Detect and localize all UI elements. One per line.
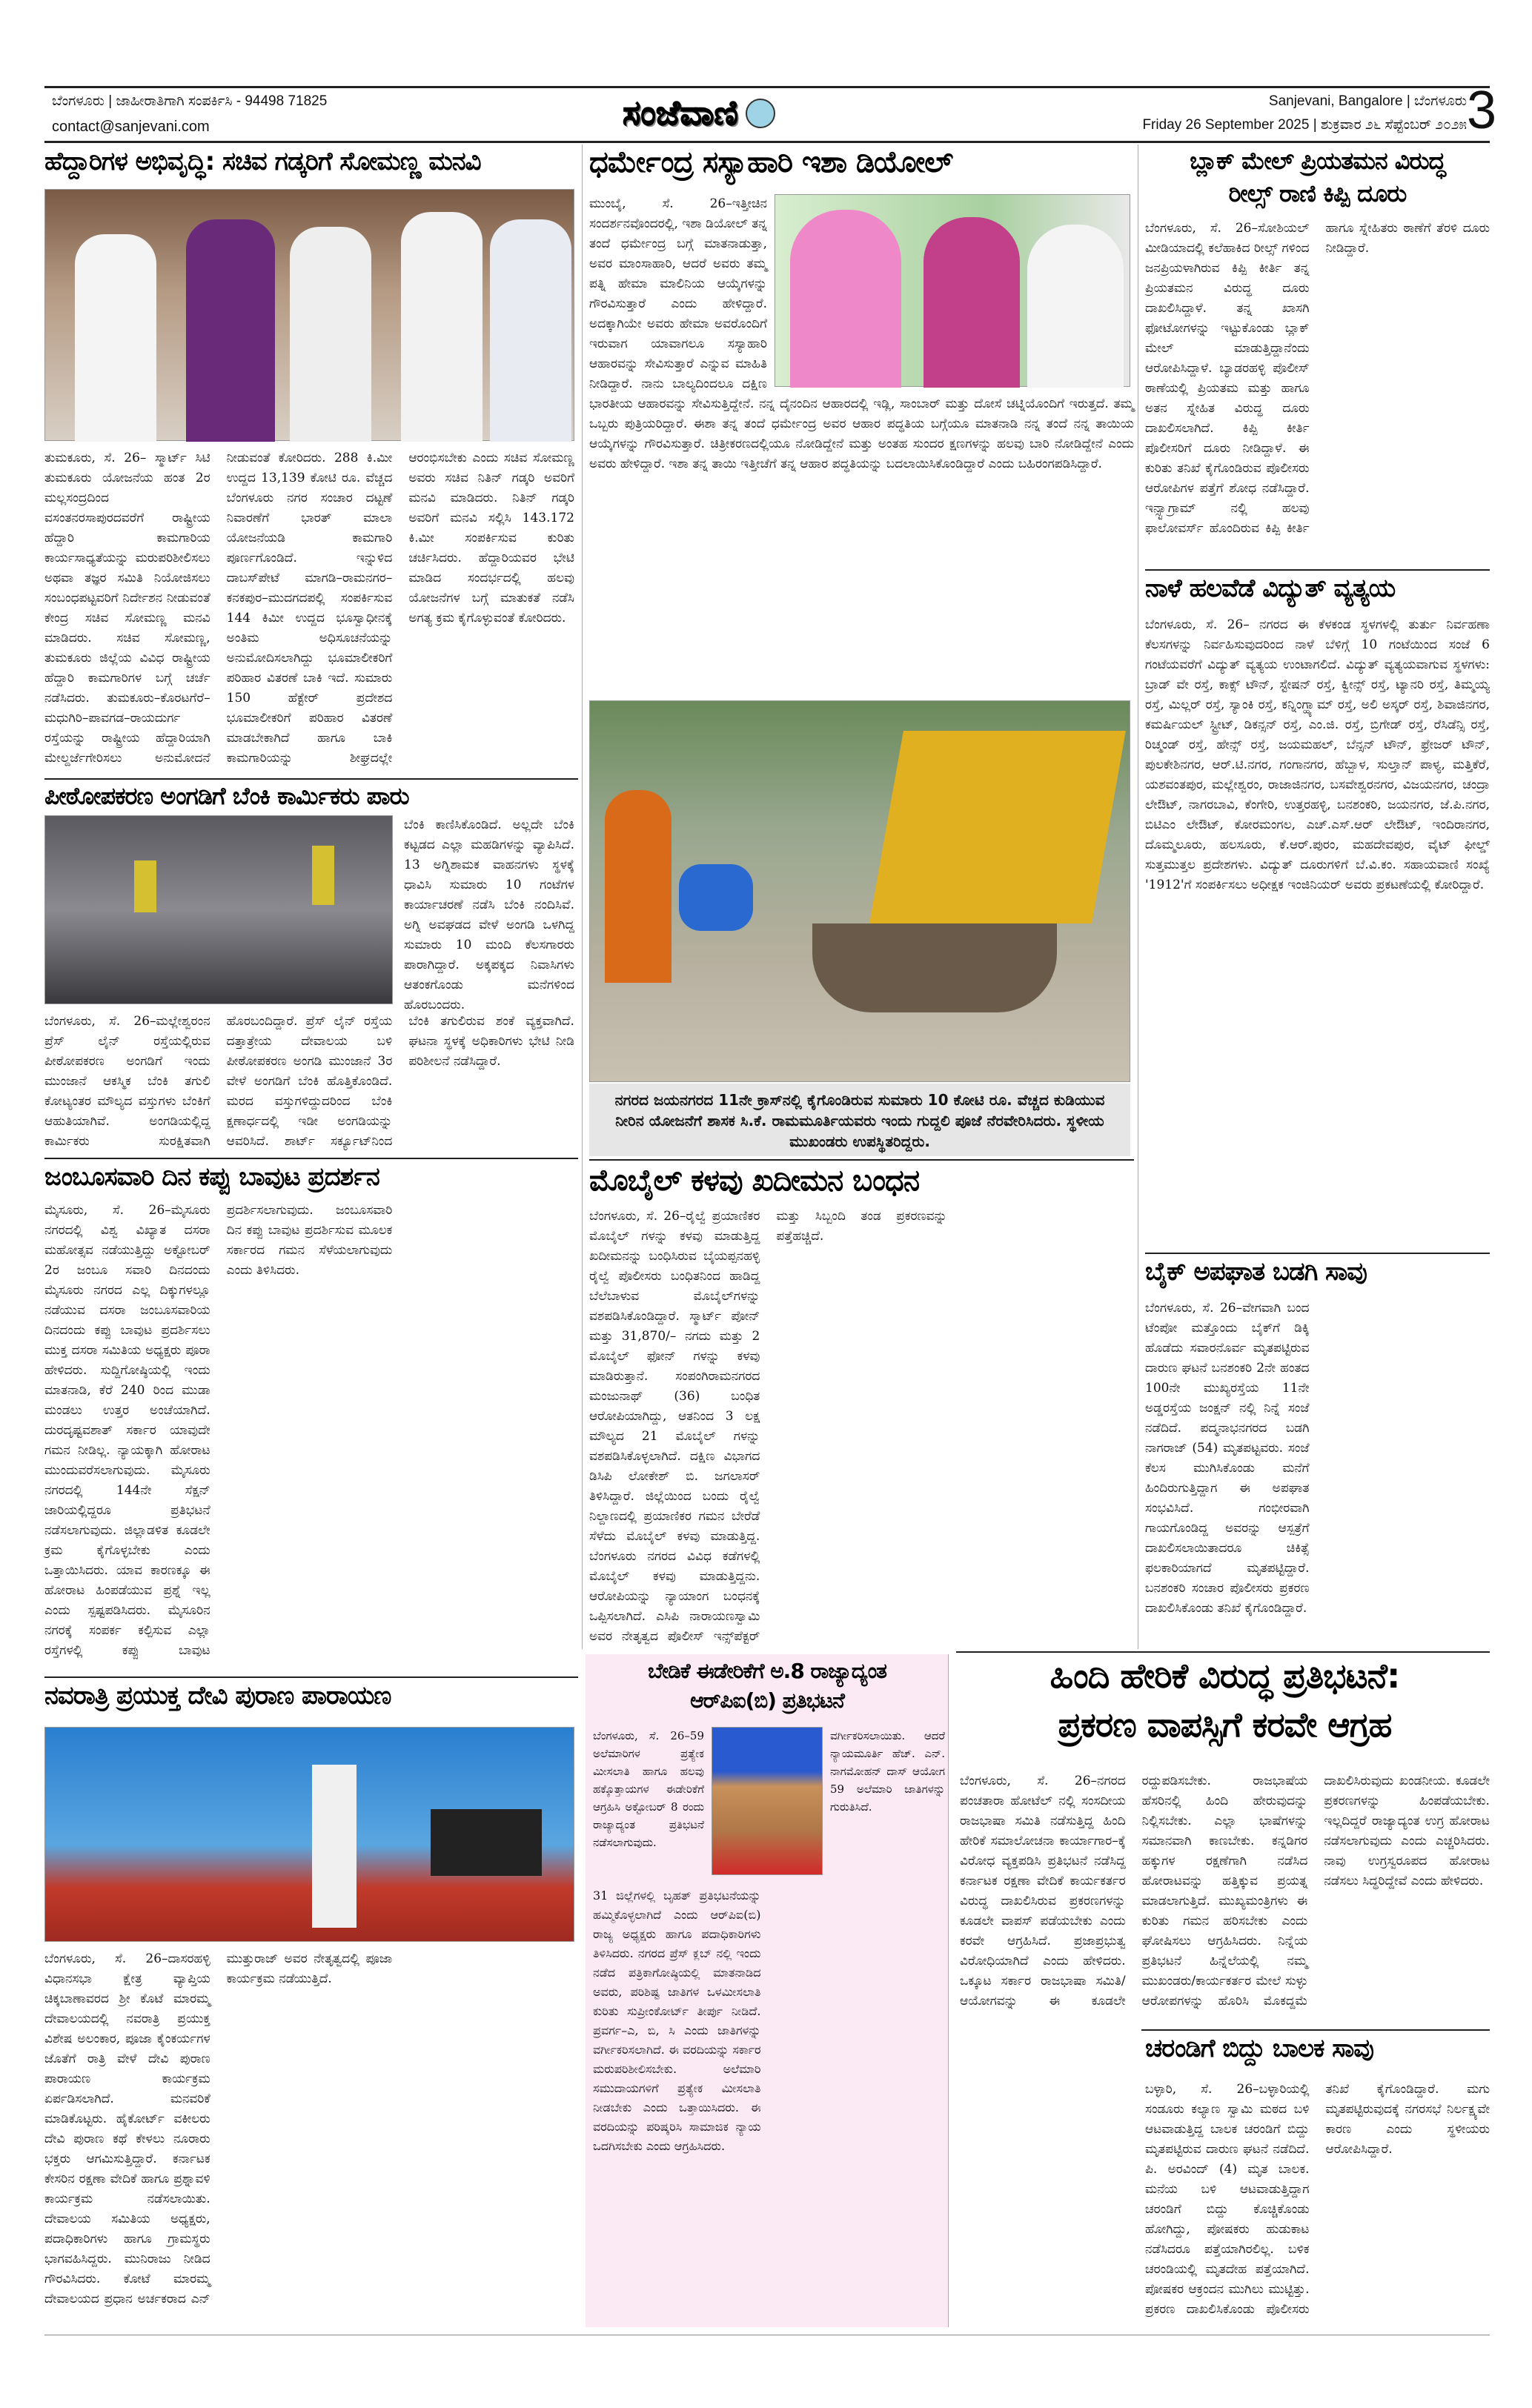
article-body-dharmendra: ಮುಂಬೈ, ಸೆ. 26–ಇತ್ತೀಚಿನ ಸಂದರ್ಶನವೊಂದರಲ್ಲಿ, ಇಶಾ ಡಿಯೋಲ್ ತನ್ನ ತಂದೆ ಧರ್ಮೇಂದ್ರ ಬಗ್ಗೆ ಮಾತನಾಡುತ್ತಾ, ಅವರ ಮಾಂಸಾಹಾರಿ, ಆದರೆ ಅವರು ತಮ್ಮ ಪತ್ನಿ ಹೇಮಾ ಮಾಲಿನಿಯ ಆಯ್ಕೆಗಳನ್ನು ಗೌರವಿಸುತ್ತಾರೆ ಎಂದು ಹೇಳಿದ್ದಾರೆ. ಅದಕ್ಕಾಗಿಯೇ ಅವರು ಹೇಮಾ ಅವರೊಂದಿಗೆ ಇರುವಾಗ ಯಾವಾಗಲೂ ಸಸ್ಯಾಹಾರಿ ಆಹಾರವನ್ನು ಸೇವಿಸುತ್ತಾರೆ ಎನ್ನುವ ಮಾಹಿತಿ ನೀಡಿದ್ದಾರೆ. ನಾನು ಬಾಲ್ಯದಿಂದಲೂ ದಕ್ಷಿಣ ಭಾರತೀಯ ಆಹಾರವನ್ನು ಸೇವಿಸುತ್ತಿದ್ದೇನೆ. ನನ್ನ ದೈನಂದಿನ ಆಹಾರದಲ್ಲಿ ಇಡ್ಲಿ, ಸಾಂಬಾರ್ ಮತ್ತು ದೋಸೆ ಚಟ್ನಿಯೊಂದಿಗೆ ಇರುತ್ತದೆ. ತಮ್ಮ ಒಬ್ಬರು ಪುತ್ರಿಯರಿದ್ದಾರೆ. ಈಶಾ ತನ್ನ ತಂದೆ ಧರ್ಮೇಂದ್ರ ಅವರ ಆಹಾರ ಪದ್ಧತಿಯ ಬಗ್ಗೆಯೂ ಮಾತನಾಡಿ ನನ್ನ ತಂದೆ ನನ್ನ ತಾಯಿಯ ಆಯ್ಕೆಗಳನ್ನು ಗೌರವಿಸುತ್ತಾರೆ. ಚಿತ್ರೀಕರಣದಲ್ಲಿಯೂ ನೋಡಿದ್ದೇನೆ ಮತ್ತು ಅಂತಹ ಸುಂದರ ಕ್ಷಣಗಳನ್ನು ಹಲವು ಬಾರಿ ನೋಡಿದ್ದೇನೆ ಎಂದು ಅವರು ಹೇಳಿದ್ದಾರೆ. ಇಶಾ ತನ್ನ ತಾಯಿ ಇತ್ತೀಚೆಗೆ ತನ್ನ ಆಹಾರ ಪದ್ಧತಿಯನ್ನು ಬದಲಾಯಿಸಿಕೊಂಡಿದ್ದಾರೆ ಎಂದು ಬಹಿರಂಗಪಡಿಸಿದ್ದಾರೆ. xyxy=(589,196,1134,471)
photo-fire-scene xyxy=(44,815,393,1004)
headline-drain-death: ಚರಂಡಿಗೆ ಬಿದ್ದು ಬಾಲಕ ಸಾವು xyxy=(1145,2034,1373,2063)
headline-dharmendra: ಧರ್ಮೇಂದ್ರ ಸಸ್ಯಾಹಾರಿ ಇಶಾ ಡಿಯೋಲ್ xyxy=(589,145,953,179)
photo-highways-meeting xyxy=(44,189,574,441)
newspaper-logo xyxy=(623,87,775,139)
photo-caption-water-project: ನಗರದ ಜಯನಗರದ 11ನೇ ಕ್ರಾಸ್‌ನಲ್ಲಿ ಕೈಗೊಂಡಿರುವ ಸುಮಾರು 10 ಕೋಟಿ ರೂ. ವೆಚ್ಚದ ಕುಡಿಯುವ ನೀರಿನ ಯೋಜನೆಗೆ ಶಾಸಕ ಸಿ.ಕೆ. ರಾಮಮೂರ್ತಿಯವರು ಇಂದು ಗುದ್ದಲಿ ಪೂಜೆ ನೆರವೇರಿಸಿದರು. ಸ್ಥಳೀಯ ಮುಖಂಡರು ಉಪಸ್ಥಿತರಿದ್ದರು. xyxy=(589,1084,1130,1156)
headline-blackmail-line1: ಬ್ಲಾಕ್ ಮೇಲ್ ಪ್ರಿಯತಮನ ವಿರುದ್ಧ xyxy=(1190,147,1445,175)
headline-hindi-line1: ಹಿಂದಿ ಹೇರಿಕೆ ವಿರುದ್ಧ ಪ್ರತಿಭಟನೆ: xyxy=(1049,1656,1400,1696)
article-body-blackmail: ಬೆಂಗಳೂರು, ಸೆ. 26–ಸೋಶಿಯಲ್ ಮೀಡಿಯಾದಲ್ಲಿ ಕಲೆಹಾಕಿದ ರೀಲ್ಸ್ ಗಳಿಂದ ಜನಪ್ರಿಯಳಾಗಿರುವ ಕಿಪ್ಪಿ ಕೀರ್ತಿ ತನ್ನ ಪ್ರಿಯತಮನ ವಿರುದ್ಧ ದೂರು ದಾಖಲಿಸಿದ್ದಾಳೆ. ತನ್ನ ಖಾಸಗಿ ಫೋಟೋಗಳನ್ನು ಇಟ್ಟುಕೊಂಡು ಬ್ಲಾಕ್ ಮೇಲ್ ಮಾಡುತ್ತಿದ್ದಾನೆಂದು ಆರೋಪಿಸಿದ್ದಾಳೆ. ಬ್ಯಾಡರಹಳ್ಳಿ ಪೊಲೀಸ್ ಠಾಣೆಯಲ್ಲಿ ಪ್ರಿಯತಮ ಮತ್ತು ಹಾಗೂ ಅತನ ಸ್ನೇಹಿತ ವಿರುದ್ಧ ದೂರು ದಾಖಲಿಸಲಾಗಿದೆ. ಕಿಪ್ಪಿ ಕೀರ್ತಿ ಪೊಲೀಸರಿಗೆ ದೂರು ನೀಡಿದ್ದಾಳೆ. ಈ ಕುರಿತು ತನಿಖೆ ಕೈಗೊಂಡಿರುವ ಪೊಲೀಸರು ಆರೋಪಿಗಳ ಪತ್ತೆಗೆ ಶೋಧ ನಡೆಸಿದ್ದಾರೆ. ಇನ್ಸ್ಟಾಗ್ರಾಮ್ ನಲ್ಲಿ ಹಲವು ಫಾಲೋವರ್ಸ್ ಹೊಂದಿರುವ ಕಿಪ್ಪಿ ಕೀರ್ತಿ ಹಾಗೂ ಸ್ನೇಹಿತರು ಠಾಣೆಗೆ ತೆರಳಿ ದೂರು ನೀಡಿದ್ದಾರೆ. xyxy=(1145,221,1490,536)
article-side-rpi: ವರ್ಗೀಕರಿಸಲಾಯಿತು. ಆದರೆ ನ್ಯಾಯಮೂರ್ತಿ ಹೆಚ್. ಎನ್. ನಾಗಮೋಹನ್ ದಾಸ್ ಆಯೋಗ 59 ಅಲೆಮಾರಿ ಜಾತಿಗಳನ್ನು ಗುರುತಿಸಿದೆ. xyxy=(830,1729,945,1814)
article-body-power-cut: ಬೆಂಗಳೂರು, ಸೆ. 26– ನಗರದ ಈ ಕೆಳಕಂಡ ಸ್ಥಳಗಳಲ್ಲಿ ತುರ್ತು ನಿರ್ವಹಣಾ ಕೆಲಸಗಳನ್ನು ನಿರ್ವಹಿಸುವುದರಿಂದ ನಾಳೆ ಬೆಳಿಗ್ಗೆ 10 ಗಂಟೆಯಿಂದ ಸಂಜೆ 6 ಗಂಟೆಯವರೆಗೆ ವಿದ್ಯುತ್ ವ್ಯತ್ಯಯ ಉಂಟಾಗಲಿದೆ. ವಿದ್ಯುತ್ ವ್ಯತ್ಯಯವಾಗುವ ಸ್ಥಳಗಳು: ಬ್ರಾಡ್ ವೇ ರಸ್ತೆ, ಕಾಕ್ಸ್ ಟೌನ್, ಸ್ಟೇಷನ್ ರಸ್ತೆ, ಕ್ವೀನ್ಸ್ ರಸ್ತೆ, ಟ್ಯಾನರಿ ರಸ್ತೆ, ತಿಮ್ಮಯ್ಯ ರಸ್ತೆ, ಮಿಲ್ಲರ್ ರಸ್ತೆ, ಸ್ಯಾಂಕಿ ರಸ್ತೆ, ಕನ್ನಿಂಗ್ಹ್ಯಾಮ್ ರಸ್ತೆ, ಅಲಿ ಅಸ್ಕರ್ ರಸ್ತೆ, ಶಿವಾಜಿನಗರ, ಕಮರ್ಷಿಯಲ್ ಸ್ಟ್ರೀಟ್, ಡಿಕನ್ಸನ್ ರಸ್ತೆ, ಎಂ.ಜಿ. ರಸ್ತೆ, ಬ್ರಿಗೇಡ್ ರಸ್ತೆ, ರೆಸಿಡೆನ್ಸಿ ರಸ್ತೆ, ರಿಚ್ಮಂಡ್ ರಸ್ತೆ, ಹೇನ್ಸ್ ರಸ್ತೆ, ಜಯಮಹಲ್, ಬೆನ್ಸನ್ ಟೌನ್, ಫ್ರೇಜರ್ ಟೌನ್, ಪುಲಕೇಶಿನಗರ, ಆರ್.ಟಿ.ನಗರ, ಗಂಗಾನಗರ, ಹೆಬ್ಬಾಳ, ಸುಲ್ತಾನ್ ಪಾಳ್ಯ, ಮತ್ತಿಕೆರೆ, ಯಶವಂತಪುರ, ಮಲ್ಲೇಶ್ವರಂ, ರಾಜಾಜಿನಗರ, ಬಸವೇಶ್ವರನಗರ, ವಿಜಯನಗರ, ಚಂದ್ರಾ ಲೇಔಟ್, ನಾಗರಬಾವಿ, ಕೆಂಗೇರಿ, ಉತ್ತರಹಳ್ಳಿ, ಬನಶಂಕರಿ, ಜಯನಗರ, ಜೆ.ಪಿ.ನಗರ, ಬಿಟಿಎಂ ಲೇಔಟ್, ಕೋರಮಂಗಲ, ಎಚ್.ಎಸ್.ಆರ್ ಲೇಔಟ್, ಇಂದಿರಾನಗರ, ದೊಮ್ಮಲೂರು, ಹಲಸೂರು, ಕೆ.ಆರ್.ಪುರಂ, ಮಹದೇವಪುರ, ವೈಟ್ ಫೀಲ್ಡ್ ಸುತ್ತಮುತ್ತಲ ಪ್ರದೇಶಗಳು. ವಿದ್ಯುತ್ ದೂರುಗಳಿಗೆ ಬೆ.ವಿ.ಕಂ. ಸಹಾಯವಾಣಿ ಸಂಖ್ಯೆ '1912'ಗೆ ಸಂಪರ್ಕಿಸಲು ಅಧೀಕ್ಷಕ ಇಂಜಿನಿಯರ್ ಅವರು ಪ್ರಕಟಣೆಯಲ್ಲಿ ಕೋರಿದ್ದಾರೆ. xyxy=(1145,617,1490,892)
article-side-fire: ಬೆಂಕಿ ಕಾಣಿಸಿಕೊಂಡಿದೆ. ಅಲ್ಲದೇ ಬೆಂಕಿ ಕಟ್ಟಡದ ಎಲ್ಲಾ ಮಹಡಿಗಳನ್ನು ವ್ಯಾಪಿಸಿದೆ. 13 ಅಗ್ನಿಶಾಮಕ ವಾಹನಗಳು ಸ್ಥಳಕ್ಕೆ ಧಾವಿಸಿ ಸುಮಾರು 10 ಗಂಟೆಗಳ ಕಾರ್ಯಾಚರಣೆ ನಡೆಸಿ ಬೆಂಕಿ ನಂದಿಸಿವೆ. ಅಗ್ನಿ ಅವಘಡದ ವೇಳೆ ಅಂಗಡಿ ಒಳಗಿದ್ದ ಸುಮಾರು 10 ಮಂದಿ ಕೆಲಸಗಾರರು ಪಾರಾಗಿದ್ದಾರೆ. ಅಕ್ಕಪಕ್ಕದ ನಿವಾಸಿಗಳು ಆತಂಕಗೊಂಡು ಮನೆಗಳಿಂದ ಹೊರಬಂದರು. xyxy=(404,817,574,1012)
headline-mobile-theft: ಮೊಬೈಲ್ ಕಳವು ಖದೀಮನ ಬಂಧನ xyxy=(589,1164,920,1198)
masthead-edition: Sanjevani, Bangalore | ಬೆಂಗಳೂರು xyxy=(1268,93,1467,109)
article-body-mobile-theft: ಬೆಂಗಳೂರು, ಸೆ. 26–ರೈಲ್ವೆ ಪ್ರಯಾಣಿಕರ ಮೊಬೈಲ್ ಗಳನ್ನು ಕಳವು ಮಾಡುತ್ತಿದ್ದ ಖದೀಮನನ್ನು ಬಂಧಿಸಿರುವ ಬೈಯಪ್ಪನಹಳ್ಳಿ ರೈಲ್ವೆ ಪೊಲೀಸರು ಬಂಧಿತನಿಂದ ಹಾಡಿದ್ದ ಬೆಲೆಬಾಳುವ ಮೊಬೈಲ್‌ಗಳನ್ನು ವಶಪಡಿಸಿಕೊಂಡಿದ್ದಾರೆ. ಸ್ಮಾರ್ಟ್ ಪೋನ್ ಮತ್ತು 31,870/– ನಗದು ಮತ್ತು 2 ಮೊಬೈಲ್ ಫೋನ್ ಗಳನ್ನು ಕಳವು ಮಾಡಿರುತ್ತಾನೆ. ಸಂಪಂಗಿರಾಮನಗರದ ಮಂಜುನಾಥ್ (36) ಬಂಧಿತ ಆರೋಪಿಯಾಗಿದ್ದು, ಆತನಿಂದ 3 ಲಕ್ಷ ಮೌಲ್ಯದ 21 ಮೊಬೈಲ್ ಗಳನ್ನು ವಶಪಡಿಸಿಕೊಳ್ಳಲಾಗಿದೆ. ದಕ್ಷಿಣ ವಿಭಾಗದ ಡಿಸಿಪಿ ಲೋಕೇಶ್ ಬಿ. ಜಗಲಾಸರ್ ತಿಳಿಸಿದ್ದಾರೆ. ಜಿಲ್ಲೆಯಿಂದ ಬಂದು ರೈಲ್ವೆ ನಿಲ್ದಾಣದಲ್ಲಿ ಪ್ರಯಾಣಿಕರ ಗಮನ ಬೇರೆಡೆ ಸೆಳೆದು ಮೊಬೈಲ್ ಕಳವು ಮಾಡುತ್ತಿದ್ದ. ಬೆಂಗಳೂರು ನಗರದ ವಿವಿಧ ಕಡೆಗಳಲ್ಲಿ ಮೊಬೈಲ್ ಕಳವು ಮಾಡುತ್ತಿದ್ದನು. ಆರೋಪಿಯನ್ನು ನ್ಯಾಯಾಂಗ ಬಂಧನಕ್ಕೆ ಒಪ್ಪಿಸಲಾಗಿದೆ. ಎಸಿಪಿ ನಾರಾಯಣಸ್ವಾಮಿ ಅವರ ನೇತೃತ್ವದ ಪೊಲೀಸ್ ಇನ್ಸ್‌ಪೆಕ್ಟರ್ ಮತ್ತು ಸಿಬ್ಬಂದಿ ತಂಡ ಪ್ರಕರಣವನ್ನು ಪತ್ತೆಹಚ್ಚಿದೆ. xyxy=(589,1209,947,1644)
article-body-rpi: 31 ಜಿಲ್ಲೆಗಳಲ್ಲಿ ಬೃಹತ್ ಪ್ರತಿಭಟನೆಯನ್ನು ಹಮ್ಮಿಕೊಳ್ಳಲಾಗಿದೆ ಎಂದು ಆರ್‌ಪಿಐ(ಬಿ) ರಾಜ್ಯ ಅಧ್ಯಕ್ಷರು ಹಾಗೂ ಪದಾಧಿಕಾರಿಗಳು ತಿಳಿಸಿದರು. ನಗರದ ಪ್ರೆಸ್ ಕ್ಲಬ್ ನಲ್ಲಿ ಇಂದು ನಡೆದ ಪತ್ರಿಕಾಗೋಷ್ಠಿಯಲ್ಲಿ ಮಾತನಾಡಿದ ಅವರು, ಪರಿಶಿಷ್ಟ ಜಾತಿಗಳ ಒಳಮೀಸಲಾತಿ ಕುರಿತು ಸುಪ್ರೀಂಕೋರ್ಟ್ ತೀರ್ಪು ನೀಡಿದೆ. ಪ್ರವರ್ಗ–ಎ, ಬಿ, ಸಿ ಎಂದು ಜಾತಿಗಳನ್ನು ವರ್ಗೀಕರಿಸಲಾಗಿದೆ. ಈ ವರದಿಯನ್ನು ಸರ್ಕಾರ ಮರುಪರಿಶೀಲಿಸಬೇಕು. ಅಲೆಮಾರಿ ಸಮುದಾಯಗಳಿಗೆ ಪ್ರತ್ಯೇಕ ಮೀಸಲಾತಿ ನೀಡಬೇಕು ಎಂದು ಒತ್ತಾಯಿಸಿದರು. ಈ ವರದಿಯನ್ನು ಪರಿಷ್ಕರಿಸಿ ಸಾಮಾಜಿಕ ನ್ಯಾಯ ಒದಗಿಸಬೇಕು ಎಂದು ಆಗ್ರಹಿಸಿದರು. xyxy=(593,1888,761,2153)
article-body-drain-death: ಬಳ್ಳಾರಿ, ಸೆ. 26–ಬಳ್ಳಾರಿಯಲ್ಲಿ ಸಂಡೂರು ಕಲ್ಯಾಣ ಸ್ವಾಮಿ ಮಠದ ಬಳಿ ಆಟವಾಡುತ್ತಿದ್ದ ಬಾಲಕ ಚರಂಡಿಗೆ ಬಿದ್ದು ಮೃತಪಟ್ಟಿರುವ ದಾರುಣ ಘಟನೆ ನಡೆದಿದೆ. ಪಿ. ಅರವಿಂದ್ (4) ಮೃತ ಬಾಲಕ. ಮನೆಯ ಬಳಿ ಆಟವಾಡುತ್ತಿದ್ದಾಗ ಚರಂಡಿಗೆ ಬಿದ್ದು ಕೊಚ್ಚಿಕೊಂಡು ಹೋಗಿದ್ದು, ಪೋಷಕರು ಹುಡುಕಾಟ ನಡೆಸಿದರೂ ಪತ್ತೆಯಾಗಿರಲಿಲ್ಲ. ಬಳಿಕ ಚರಂಡಿಯಲ್ಲಿ ಮೃತದೇಹ ಪತ್ತೆಯಾಗಿದೆ. ಪೋಷಕರ ಆಕ್ರಂದನ ಮುಗಿಲು ಮುಟ್ಟಿತ್ತು. ಪ್ರಕರಣ ದಾಖಲಿಸಿಕೊಂಡು ಪೊಲೀಸರು ತನಿಖೆ ಕೈಗೊಂಡಿದ್ದಾರೆ. ಮಗು ಮೃತಪಟ್ಟಿರುವುದಕ್ಕೆ ನಗರಸಭೆ ನಿರ್ಲಕ್ಷ್ಯವೇ ಕಾರಣ ಎಂದು ಸ್ಥಳೀಯರು ಆರೋಪಿಸಿದ್ದಾರೆ. xyxy=(1145,2082,1490,2317)
article-body-highways: ತುಮಕೂರು, ಸೆ. 26– ಸ್ಮಾರ್ಟ್ ಸಿಟಿ ತುಮಕೂರು ಯೋಜನೆಯ ಹಂತ 2ರ ಮಲ್ಲಸಂದ್ರದಿಂದ ವಸಂತನರಸಾಪುರದವರೆಗೆ ರಾಷ್ಟ್ರೀಯ ಹೆದ್ದಾರಿ ಕಾಮಗಾರಿಯ ಕಾರ್ಯಸಾಧ್ಯತೆಯನ್ನು ಮರುಪರಿಶೀಲಿಸಲು ಅಥವಾ ತಜ್ಞರ ಸಮಿತಿ ನಿಯೋಜಿಸಲು ಸಂಬಂಧಪಟ್ಟವರಿಗೆ ನಿರ್ದೇಶನ ನೀಡುವಂತೆ ಕೇಂದ್ರ ಸಚಿವ ಸೋಮಣ್ಣ ಮನವಿ ಮಾಡಿದರು. ಸಚಿವ ಸೋಮಣ್ಣ, ತುಮಕೂರು ಜಿಲ್ಲೆಯ ವಿವಿಧ ರಾಷ್ಟ್ರೀಯ ಹೆದ್ದಾರಿ ಕಾಮಗಾರಿಗಳ ಬಗ್ಗೆ ಚರ್ಚೆ ನಡೆಸಿದರು. ತುಮಕೂರು–ಕೊರಟಗೆರೆ–ಮಧುಗಿರಿ–ಪಾವಗಡ–ರಾಯದುರ್ಗ ರಸ್ತೆಯನ್ನು ರಾಷ್ಟ್ರೀಯ ಹೆದ್ದಾರಿಯಾಗಿ ಮೇಲ್ದರ್ಜೆಗೇರಿಸಲು ಅನುಮೋದನೆ ನೀಡುವಂತೆ ಕೋರಿದರು. 288 ಕಿ.ಮೀ ಉದ್ದದ 13,139 ಕೋಟಿ ರೂ. ವೆಚ್ಚದ ಬೆಂಗಳೂರು ನಗರ ಸಂಚಾರ ದಟ್ಟಣೆ ನಿವಾರಣೆಗೆ ಭಾರತ್ ಮಾಲಾ ಯೋಜನೆಯಡಿ ಕಾಮಗಾರಿ ಪೂರ್ಣಗೊಂಡಿದೆ. ಇನ್ನುಳಿದ ದಾಬಸ್‌ಪೇಟೆ ಮಾಗಡಿ–ರಾಮನಗರ–ಕನಕಪುರ–ಮುದಗದಪಲ್ಲಿ ಸಂಪರ್ಕಿಸುವ 144 ಕಿಮೀ ಉದ್ದದ ಭೂಸ್ವಾಧೀನಕ್ಕೆ ಅಂತಿಮ ಅಧಿಸೂಚನೆಯನ್ನು ಅನುಮೋದಿಸಲಾಗಿದ್ದು ಭೂಮಾಲೀಕರಿಗೆ ಪರಿಹಾರ ವಿತರಣೆ ಬಾಕಿ ಇದೆ. ಸುಮಾರು 150 ಹೆಕ್ಟೇರ್ ಪ್ರದೇಶದ ಭೂಮಾಲೀಕರಿಗೆ ಪರಿಹಾರ ವಿತರಣೆ ಮಾಡಬೇಕಾಗಿದೆ ಹಾಗೂ ಬಾಕಿ ಕಾಮಗಾರಿಯನ್ನು ಶೀಘ್ರದಲ್ಲೇ ಆರಂಭಿಸಬೇಕು ಎಂದು ಸಚಿವ ಸೋಮಣ್ಣ ಅವರು ಸಚಿವ ನಿತಿನ್ ಗಡ್ಕರಿ ಅವರಿಗೆ ಮನವಿ ಮಾಡಿದರು. ನಿತಿನ್ ಗಡ್ಕರಿ ಅವರಿಗೆ ಮನವಿ ಸಲ್ಲಿಸಿ 143.172 ಕಿ.ಮೀ ಸಂಪರ್ಕಿಸುವ ಕುರಿತು ಚರ್ಚಿಸಿದರು. ಹೆದ್ದಾರಿಯವರ ಭೇಟಿ ಮಾಡಿದ ಸಂದರ್ಭದಲ್ಲಿ ಹಲವು ಯೋಜನೆಗಳ ಬಗ್ಗೆ ಮಾತುಕತೆ ನಡೆಸಿ ಅಗತ್ಯ ಕ್ರಮ ಕೈಗೊಳ್ಳುವಂತೆ ಕೋರಿದರು. xyxy=(44,451,574,766)
page-number: 3 xyxy=(1466,81,1496,140)
logo-globe-icon xyxy=(746,99,775,128)
headline-hindi-line2: ಪ್ರಕರಣ ವಾಪಸ್ಸಿಗೆ ಕರವೇ ಆಗ್ರಹ xyxy=(1058,1705,1392,1745)
masthead-contact-line: ಬೆಂಗಳೂರು | ಜಾಹೀರಾತಿಗಾಗಿ ಸಂಪರ್ಕಿಸಿ - 94498 71825 xyxy=(52,93,328,109)
headline-rpi-line1: ಬೇಡಿಕೆ ಈಡೇರಿಕೆಗೆ ಅ.8 ರಾಜ್ಯಾದ್ಯಂತ xyxy=(647,1659,887,1683)
masthead-date: Friday 26 September 2025 | ಶುಕ್ರವಾರ ೨೬ ಸೆಪ್ಟೆಂಬರ್ ೨೦೨೫ xyxy=(1142,117,1467,133)
article-body-hindi: ಬೆಂಗಳೂರು, ಸೆ. 26–ನಗರದ ಪಂಚತಾರಾ ಹೋಟೆಲ್ ನಲ್ಲಿ ಸಂಸದೀಯ ರಾಜಭಾಷಾ ಸಮಿತಿ ನಡೆಸುತ್ತಿದ್ದ ಹಿಂದಿ ಹೇರಿಕೆ ಸಮಾಲೋಚನಾ ಕಾರ್ಯಾಗಾರ–ಕ್ಕೆ ವಿರೋಧ ವ್ಯಕ್ತಪಡಿಸಿ ಪ್ರತಿಭಟನೆ ನಡೆಸಿದ್ದ ಕರ್ನಾಟಕ ರಕ್ಷಣಾ ವೇದಿಕೆ ಕಾರ್ಯಕರ್ತರ ವಿರುದ್ಧ ದಾಖಲಿಸಿರುವ ಪ್ರಕರಣಗಳನ್ನು ಕೂಡಲೇ ವಾಪಸ್ ಪಡೆಯಬೇಕು ಎಂದು ಕರವೇ ಆಗ್ರಹಿಸಿದೆ. ಪ್ರಜಾಪ್ರಭುತ್ವ ವಿರೋಧಿಯಾಗಿದೆ ಎಂದು ಹೇಳಿದರು. ಒಕ್ಕೂಟ ಸರ್ಕಾರ ರಾಜಭಾಷಾ ಸಮಿತಿ/ಆಯೋಗವನ್ನು ಈ ಕೂಡಲೇ ರದ್ದುಪಡಿಸಬೇಕು. ರಾಜಭಾಷೆಯ ಹೆಸರಿನಲ್ಲಿ ಹಿಂದಿ ಹೇರುವುದನ್ನು ನಿಲ್ಲಿಸಬೇಕು. ಎಲ್ಲಾ ಭಾಷೆಗಳನ್ನು ಸಮಾನವಾಗಿ ಕಾಣಬೇಕು. ಕನ್ನಡಿಗರ ಹಕ್ಕುಗಳ ರಕ್ಷಣೆಗಾಗಿ ನಡೆಸಿದ ಹೋರಾಟವನ್ನು ಹತ್ತಿಕ್ಕುವ ಪ್ರಯತ್ನ ಮಾಡಲಾಗುತ್ತಿದೆ. ಮುಖ್ಯಮಂತ್ರಿಗಳು ಈ ಕುರಿತು ಗಮನ ಹರಿಸಬೇಕು ಎಂದು ಘೋಷಿಸಲು ಆಗ್ರಹಿಸಿದರು. ನಿನ್ನೆಯ ಪ್ರತಿಭಟನೆ ಹಿನ್ನೆಲೆಯಲ್ಲಿ ನಮ್ಮ ಮುಖಂಡರು/ಕಾರ್ಯಕರ್ತರ ಮೇಲೆ ಸುಳ್ಳು ಆರೋಪಗಳನ್ನು ಹೊರಿಸಿ ಮೊಕದ್ದಮೆ ದಾಖಲಿಸಿರುವುದು ಖಂಡನೀಯ. ಕೂಡಲೇ ಪ್ರಕರಣಗಳನ್ನು ಹಿಂಪಡೆಯಬೇಕು. ಇಲ್ಲದಿದ್ದರೆ ರಾಜ್ಯಾದ್ಯಂತ ಉಗ್ರ ಹೋರಾಟ ನಡೆಸಲಾಗುವುದು ಎಂದು ಎಚ್ಚರಿಸಿದರು. ನಾವು ಉಗ್ರಸ್ವರೂಪದ ಹೋರಾಟ ನಡೆಸಲು ಸಿದ್ಧರಿದ್ದೇವೆ ಎಂದು ಹೇಳಿದರು. xyxy=(960,1774,1490,2009)
article-body-bike-accident: ಬೆಂಗಳೂರು, ಸೆ. 26–ವೇಗವಾಗಿ ಬಂದ ಟೆಂಪೋ ಮತ್ತೊಂದು ಬೈಕ್‌ಗೆ ಡಿಕ್ಕಿ ಹೊಡೆದು ಸವಾರನೊರ್ವ ಮೃತಪಟ್ಟಿರುವ ದಾರುಣ ಘಟನೆ ಬನಶಂಕರಿ 2ನೇ ಹಂತದ 100ನೇ ಮುಖ್ಯರಸ್ತೆಯ 11ನೇ ಅಡ್ಡರಸ್ತೆಯ ಜಂಕ್ಷನ್ ನಲ್ಲಿ ನಿನ್ನೆ ಸಂಜೆ ನಡೆದಿದೆ. ಪದ್ಮನಾಭನಗರದ ಬಡಗಿ ನಾಗರಾಜ್ (54) ಮೃತಪಟ್ಟವರು. ಸಂಜೆ ಕೆಲಸ ಮುಗಿಸಿಕೊಂಡು ಮನೆಗೆ ಹಿಂದಿರುಗುತ್ತಿದ್ದಾಗ ಈ ಅಪಘಾತ ಸಂಭವಿಸಿದೆ. ಗಂಭೀರವಾಗಿ ಗಾಯಗೊಂಡಿದ್ದ ಅವರನ್ನು ಆಸ್ಪತ್ರೆಗೆ ದಾಖಲಿಸಲಾಯಿತಾದರೂ ಚಿಕಿತ್ಸೆ ಫಲಕಾರಿಯಾಗದೆ ಮೃತಪಟ್ಟಿದ್ದಾರೆ. ಬನಶಂಕರಿ ಸಂಚಾರ ಪೊಲೀಸರು ಪ್ರಕರಣ ದಾಖಲಿಸಿಕೊಂಡು ತನಿಖೆ ಕೈಗೊಂಡಿದ್ದಾರೆ. xyxy=(1145,1301,1310,1616)
photo-water-project-puja xyxy=(589,700,1130,1082)
article-body-fire: ಬೆಂಗಳೂರು, ಸೆ. 26–ಮಲ್ಲೇಶ್ವರಂನ ಪ್ರೆಸ್ ಲೈನ್ ರಸ್ತೆಯಲ್ಲಿರುವ ಪೀಠೋಪಕರಣ ಅಂಗಡಿಗೆ ಇಂದು ಮುಂಜಾನೆ ಆಕಸ್ಮಿಕ ಬೆಂಕಿ ತಗುಲಿ ಕೋಟ್ಯಂತರ ಮೌಲ್ಯದ ವಸ್ತುಗಳು ಬೆಂಕಿಗೆ ಆಹುತಿಯಾಗಿವೆ. ಅಂಗಡಿಯಲ್ಲಿದ್ದ ಕಾರ್ಮಿಕರು ಸುರಕ್ಷಿತವಾಗಿ ಹೊರಬಂದಿದ್ದಾರೆ. ಪ್ರೆಸ್ ಲೈನ್ ರಸ್ತೆಯ ದತ್ತಾತ್ರೇಯ ದೇವಾಲಯ ಬಳಿ ಪೀಠೋಪಕರಣ ಅಂಗಡಿ ಮುಂಜಾನೆ 3ರ ವೇಳೆ ಅಂಗಡಿಗೆ ಬೆಂಕಿ ಹೊತ್ತಿಕೊಂಡಿದೆ. ಮರದ ವಸ್ತುಗಳಿದ್ದುದರಿಂದ ಬೆಂಕಿ ಕ್ಷಣಾರ್ಧದಲ್ಲಿ ಇಡೀ ಅಂಗಡಿಯನ್ನು ಆವರಿಸಿದೆ. ಶಾರ್ಟ್ ಸರ್ಕ್ಯೂಟ್‌ನಿಂದ ಬೆಂಕಿ ತಗುಲಿರುವ ಶಂಕೆ ವ್ಯಕ್ತವಾಗಿದೆ. ಘಟನಾ ಸ್ಥಳಕ್ಕೆ ಅಧಿಕಾರಿಗಳು ಭೇಟಿ ನೀಡಿ ಪರಿಶೀಲನೆ ನಡೆಸಿದ್ದಾರೆ. xyxy=(44,1014,574,1149)
masthead-email[interactable]: contact@sanjevani.com xyxy=(52,119,210,135)
headline-power-cut: ನಾಳೆ ಹಲವೆಡೆ ವಿದ್ಯುತ್ ವ್ಯತ್ಯಯ xyxy=(1145,574,1396,603)
photo-rpi-leader xyxy=(712,1727,823,1875)
headline-rpi-line2: ಆರ್‌ಪಿಐ(ಬಿ) ಪ್ರತಿಭಟನೆ xyxy=(690,1688,844,1713)
article-body-jamboo: ಮೈಸೂರು, ಸೆ. 26–ಮೈಸೂರು ನಗರದಲ್ಲಿ ವಿಶ್ವ ವಿಖ್ಯಾತ ದಸರಾ ಮಹೋತ್ಸವ ನಡೆಯುತ್ತಿದ್ದು ಅಕ್ಟೋಬರ್ 2ರ ಜಂಬೂ ಸವಾರಿ ದಿನದಂದು ಮೈಸೂರು ನಗರದ ಎಲ್ಲ ದಿಕ್ಕುಗಳಲ್ಲೂ ನಡೆಯುವ ದಸರಾ ಜಂಬೂಸವಾರಿಯ ದಿನದಂದು ಕಪ್ಪು ಬಾವುಟ ಪ್ರದರ್ಶಿಸಲು ಮುಕ್ತ ದಸರಾ ಸಮಿತಿಯ ಅಧ್ಯಕ್ಷರು ಪೂರಾ ಹೇಳಿದರು. ಸುದ್ದಿಗೋಷ್ಠಿಯಲ್ಲಿ ಇಂದು ಮಾತನಾಡಿ, ಕೆರೆ 240 ರಿಂದ ಮುಡಾ ಮಂಡಲು ಉತ್ತರ ಅಂಚೆಯಾಗಿದೆ. ದುರದೃಷ್ಟವಶಾತ್ ಸರ್ಕಾರ ಯಾವುದೇ ಗಮನ ನೀಡಿಲ್ಲ. ನ್ಯಾಯಕ್ಕಾಗಿ ಹೋರಾಟ ಮುಂದುವರೆಸಲಾಗುವುದು. ಮೈಸೂರು ನಗರದಲ್ಲಿ 144ನೇ ಸೆಕ್ಷನ್ ಜಾರಿಯಲ್ಲಿದ್ದರೂ ಪ್ರತಿಭಟನೆ ನಡೆಸಲಾಗುವುದು. ಜಿಲ್ಲಾಡಳಿತ ಕೂಡಲೇ ಕ್ರಮ ಕೈಗೊಳ್ಳಬೇಕು ಎಂದು ಒತ್ತಾಯಿಸಿದರು. ಯಾವ ಕಾರಣಕ್ಕೂ ಈ ಹೋರಾಟ ಹಿಂಪಡೆಯುವ ಪ್ರಶ್ನೆ ಇಲ್ಲ ಎಂದು ಸ್ಪಷ್ಟಪಡಿಸಿದರು. ಮೈಸೂರಿನ ನಗರಕ್ಕೆ ಸಂಪರ್ಕ ಕಲ್ಪಿಸುವ ಎಲ್ಲಾ ರಸ್ತೆಗಳಲ್ಲಿ ಕಪ್ಪು ಬಾವುಟ ಪ್ರದರ್ಶಿಸಲಾಗುವುದು. ಜಂಬೂಸವಾರಿ ದಿನ ಕಪ್ಪು ಬಾವುಟ ಪ್ರದರ್ಶಿಸುವ ಮೂಲಕ ಸರ್ಕಾರದ ಗಮನ ಸೆಳೆಯಲಾಗುವುದು ಎಂದು ತಿಳಿಸಿದರು. xyxy=(44,1203,393,1658)
article-body-navaratri: ಬೆಂಗಳೂರು, ಸೆ. 26–ದಾಸರಹಳ್ಳಿ ವಿಧಾನಸಭಾ ಕ್ಷೇತ್ರ ವ್ಯಾಪ್ತಿಯ ಚಿಕ್ಕಬಾಣಾವರದ ಶ್ರೀ ಕೊಟೆ ಮಾರಮ್ಮ ದೇವಾಲಯದಲ್ಲಿ ನವರಾತ್ರಿ ಪ್ರಯುಕ್ತ ವಿಶೇಷ ಅಲಂಕಾರ, ಪೂಜಾ ಕೈಂಕರ್ಯಗಳ ಜೊತೆಗೆ ರಾತ್ರಿ ವೇಳೆ ದೇವಿ ಪುರಾಣ ಪಾರಾಯಣ ಕಾರ್ಯಕ್ರಮ ಏರ್ಪಡಿಸಲಾಗಿದೆ. ಮನವರಿಕೆ ಮಾಡಿಕೊಟ್ಟರು. ಹೈಕೋರ್ಟ್ ವಕೀಲರು ದೇವಿ ಪುರಾಣ ಕಥೆ ಕೇಳಲು ನೂರಾರು ಭಕ್ತರು ಆಗಮಿಸುತ್ತಿದ್ದಾರೆ. ಕರ್ನಾಟಕ ಕೇಸರಿನ ರಕ್ಷಣಾ ವೇದಿಕೆ ಹಾಗೂ ಪ್ರಶ್ನಾವಳಿ ಕಾರ್ಯಕ್ರಮ ನಡೆಸಲಾಯಿತು. ದೇವಾಲಯ ಸಮಿತಿಯ ಅಧ್ಯಕ್ಷರು, ಪದಾಧಿಕಾರಿಗಳು ಹಾಗೂ ಗ್ರಾಮಸ್ಥರು ಭಾಗವಹಿಸಿದ್ದರು. ಮುನಿರಾಜು ನೀಡಿದ ಗೌರವಿಸಿದರು. ಕೋಟೆ ಮಾರಮ್ಮ ದೇವಾಲಯದ ಪ್ರಧಾನ ಅರ್ಚಕರಾದ ಎನ್ ಮುತ್ತುರಾಜ್ ಅವರ ನೇತೃತ್ವದಲ್ಲಿ ಪೂಜಾ ಕಾರ್ಯಕ್ರಮ ನಡೆಯುತ್ತಿದೆ. xyxy=(44,1951,393,2306)
headline-jamboo: ಜಂಬೂಸವಾರಿ ದಿನ ಕಪ್ಪು ಬಾವುಟ ಪ್ರದರ್ಶನ xyxy=(44,1162,379,1192)
photo-dharmendra-family xyxy=(775,194,1130,387)
logo-text: ಸಂಜೆವಾಣಿ xyxy=(623,93,738,133)
article-body-hindi-continued xyxy=(960,2031,1130,2327)
headline-navaratri: ನವರಾತ್ರಿ ಪ್ರಯುಕ್ತ ದೇವಿ ಪುರಾಣ ಪಾರಾಯಣ xyxy=(44,1681,391,1711)
photo-navaratri-event xyxy=(44,1727,574,1942)
headline-blackmail-line2: ರೀಲ್ಸ್ ರಾಣಿ ಕಿಪ್ಪಿ ದೂರು xyxy=(1228,179,1407,208)
headline-fire: ಪೀಠೋಪಕರಣ ಅಂಗಡಿಗೆ ಬೆಂಕಿ ಕಾರ್ಮಿಕರು ಪಾರು xyxy=(44,782,409,810)
headline-highways: ಹೆದ್ದಾರಿಗಳ ಅಭಿವೃದ್ಧಿ: ಸಚಿವ ಗಡ್ಕರಿಗೆ ಸೋಮಣ್ಣ ಮನವಿ xyxy=(44,147,481,176)
headline-bike-accident: ಬೈಕ್ ಅಪಘಾತ ಬಡಗಿ ಸಾವು xyxy=(1145,1257,1367,1287)
article-lead-rpi: ಬೆಂಗಳೂರು, ಸೆ. 26–59 ಅಲೆಮಾರಿಗಳ ಪ್ರತ್ಯೇಕ ಮೀಸಲಾತಿ ಹಾಗೂ ಹಲವು ಹಕ್ಕೊತ್ತಾಯಗಳ ಈಡೇರಿಕೆಗೆ ಆಗ್ರಹಿಸಿ ಅಕ್ಟೋಬರ್ 8 ರಂದು ರಾಜ್ಯಾದ್ಯಂತ ಪ್ರತಿಭಟನೆ ನಡೆಸಲಾಗುವುದು. xyxy=(593,1729,704,1849)
